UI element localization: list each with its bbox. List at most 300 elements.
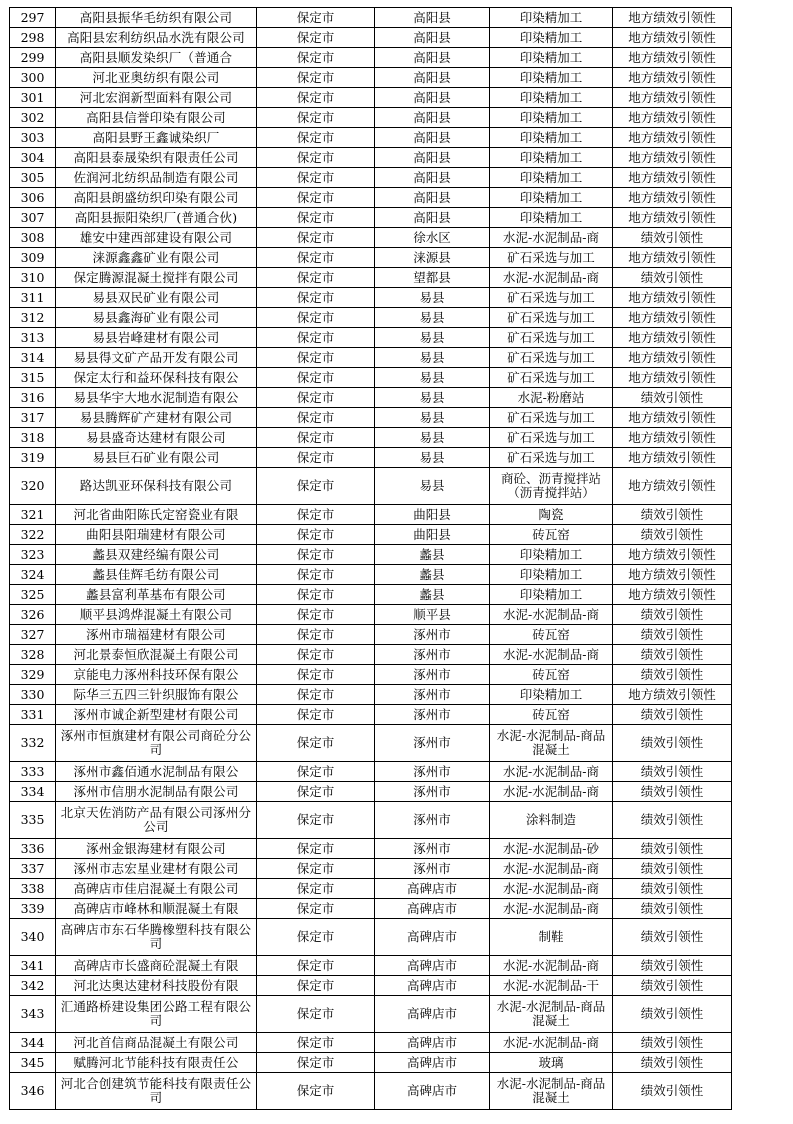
county-cell: 高阳县 — [375, 28, 490, 48]
table-row — [10, 388, 732, 408]
row-number-cell: 312 — [10, 308, 56, 328]
company-name-cell: 涿州市信朋水泥制品有限公司 — [56, 782, 257, 802]
company-name-cell: 蠡县富利革基布有限公司 — [56, 585, 257, 605]
city-cell: 保定市 — [257, 428, 375, 448]
table-row — [10, 108, 732, 128]
performance-level-cell: 地方绩效引领性 — [613, 208, 732, 228]
city-cell: 保定市 — [257, 839, 375, 859]
row-number-cell: 323 — [10, 545, 56, 565]
industry-cell: 矿石采选与加工 — [490, 368, 613, 388]
industry-cell: 水泥-粉磨站 — [490, 388, 613, 408]
county-cell: 高阳县 — [375, 8, 490, 28]
company-name-cell: 蠡县双建经编有限公司 — [56, 545, 257, 565]
city-cell: 保定市 — [257, 782, 375, 802]
row-number-cell: 321 — [10, 505, 56, 525]
industry-cell: 印染精加工 — [490, 208, 613, 228]
table-row — [10, 802, 732, 839]
county-cell: 易县 — [375, 288, 490, 308]
row-number-cell: 344 — [10, 1033, 56, 1053]
company-name-cell: 高阳县振阳染织厂(普通合伙) — [56, 208, 257, 228]
table-row — [10, 1073, 732, 1110]
table-row — [10, 88, 732, 108]
performance-level-cell: 绩效引领性 — [613, 956, 732, 976]
table-row — [10, 625, 732, 645]
table-row — [10, 705, 732, 725]
performance-level-cell: 绩效引领性 — [613, 859, 732, 879]
city-cell: 保定市 — [257, 762, 375, 782]
county-cell: 顺平县 — [375, 605, 490, 625]
city-cell: 保定市 — [257, 625, 375, 645]
county-cell: 易县 — [375, 408, 490, 428]
company-name-cell: 涿州金银海建材有限公司 — [56, 839, 257, 859]
performance-level-cell: 绩效引领性 — [613, 705, 732, 725]
industry-cell: 印染精加工 — [490, 128, 613, 148]
city-cell: 保定市 — [257, 1053, 375, 1073]
company-name-cell: 雄安中建西部建设有限公司 — [56, 228, 257, 248]
performance-level-cell: 地方绩效引领性 — [613, 328, 732, 348]
performance-level-cell: 地方绩效引领性 — [613, 585, 732, 605]
performance-level-cell: 绩效引领性 — [613, 839, 732, 859]
company-name-cell: 高阳县野王鑫诚染织厂 — [56, 128, 257, 148]
company-name-cell: 高阳县泰晟染织有限责任公司 — [56, 148, 257, 168]
industry-cell: 印染精加工 — [490, 68, 613, 88]
industry-cell: 砖瓦窑 — [490, 525, 613, 545]
table-row — [10, 328, 732, 348]
city-cell: 保定市 — [257, 368, 375, 388]
row-number-cell: 319 — [10, 448, 56, 468]
row-number-cell: 315 — [10, 368, 56, 388]
city-cell: 保定市 — [257, 168, 375, 188]
performance-level-cell: 地方绩效引领性 — [613, 248, 732, 268]
row-number-cell: 302 — [10, 108, 56, 128]
table-row — [10, 368, 732, 388]
county-cell: 涿州市 — [375, 665, 490, 685]
table-row — [10, 585, 732, 605]
company-name-cell: 易县岩峰建材有限公司 — [56, 328, 257, 348]
company-name-cell: 曲阳县阳瑞建材有限公司 — [56, 525, 257, 545]
industry-cell: 陶瓷 — [490, 505, 613, 525]
row-number-cell: 300 — [10, 68, 56, 88]
performance-level-cell: 地方绩效引领性 — [613, 108, 732, 128]
table-row — [10, 645, 732, 665]
industry-cell: 印染精加工 — [490, 148, 613, 168]
performance-level-cell: 地方绩效引领性 — [613, 88, 732, 108]
county-cell: 涿州市 — [375, 802, 490, 839]
industry-cell: 商砼、沥青搅拌站（沥青搅拌站） — [490, 468, 613, 505]
company-name-cell: 涿州市恒旗建材有限公司商砼分公司 — [56, 725, 257, 762]
county-cell: 涿州市 — [375, 782, 490, 802]
city-cell: 保定市 — [257, 665, 375, 685]
city-cell: 保定市 — [257, 228, 375, 248]
city-cell: 保定市 — [257, 996, 375, 1033]
industry-cell: 涂料制造 — [490, 802, 613, 839]
table-row — [10, 665, 732, 685]
performance-level-cell: 地方绩效引领性 — [613, 348, 732, 368]
table-row — [10, 188, 732, 208]
company-name-cell: 河北亚奥纺织有限公司 — [56, 68, 257, 88]
company-name-cell: 易县盛奇达建材有限公司 — [56, 428, 257, 448]
industry-cell: 制鞋 — [490, 919, 613, 956]
performance-level-cell: 绩效引领性 — [613, 645, 732, 665]
industry-cell: 水泥-水泥制品-砂 — [490, 839, 613, 859]
company-name-cell: 高阳县信誉印染有限公司 — [56, 108, 257, 128]
county-cell: 高阳县 — [375, 208, 490, 228]
company-name-cell: 高阳县顺发染织厂（普通合 — [56, 48, 257, 68]
performance-level-cell: 绩效引领性 — [613, 802, 732, 839]
table-row — [10, 468, 732, 505]
company-name-cell: 河北宏润新型面料有限公司 — [56, 88, 257, 108]
table-row — [10, 919, 732, 956]
table-row — [10, 899, 732, 919]
table-row — [10, 428, 732, 448]
county-cell: 易县 — [375, 368, 490, 388]
city-cell: 保定市 — [257, 408, 375, 428]
table-row — [10, 879, 732, 899]
table-row — [10, 996, 732, 1033]
county-cell: 高阳县 — [375, 108, 490, 128]
county-cell: 高阳县 — [375, 148, 490, 168]
industry-cell: 印染精加工 — [490, 188, 613, 208]
county-cell: 易县 — [375, 428, 490, 448]
county-cell: 高碑店市 — [375, 996, 490, 1033]
city-cell: 保定市 — [257, 148, 375, 168]
row-number-cell: 341 — [10, 956, 56, 976]
company-name-cell: 涿州市志宏星业建材有限公司 — [56, 859, 257, 879]
performance-level-cell: 地方绩效引领性 — [613, 448, 732, 468]
city-cell: 保定市 — [257, 248, 375, 268]
row-number-cell: 313 — [10, 328, 56, 348]
performance-level-cell: 绩效引领性 — [613, 625, 732, 645]
company-name-cell: 河北达奥达建材科技股份有限 — [56, 976, 257, 996]
row-number-cell: 336 — [10, 839, 56, 859]
performance-level-cell: 绩效引领性 — [613, 782, 732, 802]
row-number-cell: 322 — [10, 525, 56, 545]
table-row — [10, 505, 732, 525]
city-cell: 保定市 — [257, 725, 375, 762]
county-cell: 高碑店市 — [375, 899, 490, 919]
performance-level-cell: 地方绩效引领性 — [613, 188, 732, 208]
table-row — [10, 248, 732, 268]
industry-cell: 矿石采选与加工 — [490, 328, 613, 348]
city-cell: 保定市 — [257, 545, 375, 565]
performance-level-cell: 绩效引领性 — [613, 505, 732, 525]
county-cell: 高阳县 — [375, 188, 490, 208]
table-row — [10, 525, 732, 545]
county-cell: 高碑店市 — [375, 1033, 490, 1053]
city-cell: 保定市 — [257, 1073, 375, 1110]
row-number-cell: 337 — [10, 859, 56, 879]
row-number-cell: 340 — [10, 919, 56, 956]
row-number-cell: 325 — [10, 585, 56, 605]
company-name-cell: 涿州市诚企新型建材有限公司 — [56, 705, 257, 725]
table-row — [10, 208, 732, 228]
city-cell: 保定市 — [257, 48, 375, 68]
row-number-cell: 297 — [10, 8, 56, 28]
county-cell: 蠡县 — [375, 585, 490, 605]
performance-level-cell: 地方绩效引领性 — [613, 168, 732, 188]
industry-cell: 矿石采选与加工 — [490, 308, 613, 328]
company-name-cell: 北京天佐消防产品有限公司涿州分公司 — [56, 802, 257, 839]
row-number-cell: 311 — [10, 288, 56, 308]
county-cell: 易县 — [375, 448, 490, 468]
company-name-cell: 佐润河北纺织品制造有限公司 — [56, 168, 257, 188]
table-row — [10, 268, 732, 288]
company-name-cell: 易县双民矿业有限公司 — [56, 288, 257, 308]
table-row — [10, 859, 732, 879]
company-name-cell: 河北省曲阳陈氏定窑瓷业有限 — [56, 505, 257, 525]
table-row — [10, 782, 732, 802]
county-cell: 涞源县 — [375, 248, 490, 268]
industry-cell: 玻璃 — [490, 1053, 613, 1073]
table-row — [10, 725, 732, 762]
company-name-cell: 路达凯亚环保科技有限公司 — [56, 468, 257, 505]
industry-cell: 水泥-水泥制品-商品混凝土 — [490, 725, 613, 762]
industry-cell: 水泥-水泥制品-商 — [490, 782, 613, 802]
table-body — [10, 8, 732, 1110]
county-cell: 高碑店市 — [375, 956, 490, 976]
company-name-cell: 高阳县朗盛纺织印染有限公司 — [56, 188, 257, 208]
row-number-cell: 335 — [10, 802, 56, 839]
city-cell: 保定市 — [257, 448, 375, 468]
row-number-cell: 320 — [10, 468, 56, 505]
city-cell: 保定市 — [257, 348, 375, 368]
company-name-cell: 高碑店市峰林和顺混凝土有限 — [56, 899, 257, 919]
industry-cell: 砖瓦窑 — [490, 705, 613, 725]
enterprise-table — [9, 7, 732, 1110]
county-cell: 高阳县 — [375, 168, 490, 188]
table-row — [10, 168, 732, 188]
city-cell: 保定市 — [257, 1033, 375, 1053]
table-row — [10, 308, 732, 328]
row-number-cell: 303 — [10, 128, 56, 148]
row-number-cell: 308 — [10, 228, 56, 248]
performance-level-cell: 地方绩效引领性 — [613, 28, 732, 48]
row-number-cell: 338 — [10, 879, 56, 899]
performance-level-cell: 地方绩效引领性 — [613, 8, 732, 28]
industry-cell: 矿石采选与加工 — [490, 448, 613, 468]
performance-level-cell: 绩效引领性 — [613, 1033, 732, 1053]
performance-level-cell: 地方绩效引领性 — [613, 408, 732, 428]
performance-level-cell: 绩效引领性 — [613, 1073, 732, 1110]
company-name-cell: 保定腾源混凝土搅拌有限公司 — [56, 268, 257, 288]
row-number-cell: 334 — [10, 782, 56, 802]
county-cell: 涿州市 — [375, 762, 490, 782]
industry-cell: 水泥-水泥制品-商 — [490, 1033, 613, 1053]
row-number-cell: 339 — [10, 899, 56, 919]
city-cell: 保定市 — [257, 585, 375, 605]
industry-cell: 水泥-水泥制品-干 — [490, 976, 613, 996]
industry-cell: 水泥-水泥制品-商品混凝土 — [490, 996, 613, 1033]
company-name-cell: 高阳县宏利纺织品水洗有限公司 — [56, 28, 257, 48]
performance-level-cell: 地方绩效引领性 — [613, 308, 732, 328]
county-cell: 蠡县 — [375, 565, 490, 585]
county-cell: 高碑店市 — [375, 976, 490, 996]
company-name-cell: 高碑店市长盛商砼混凝土有限 — [56, 956, 257, 976]
company-name-cell: 河北合创建筑节能科技有限责任公司 — [56, 1073, 257, 1110]
city-cell: 保定市 — [257, 879, 375, 899]
table-row — [10, 228, 732, 248]
row-number-cell: 333 — [10, 762, 56, 782]
performance-level-cell: 绩效引领性 — [613, 996, 732, 1033]
industry-cell: 印染精加工 — [490, 28, 613, 48]
performance-level-cell: 地方绩效引领性 — [613, 288, 732, 308]
city-cell: 保定市 — [257, 976, 375, 996]
performance-level-cell: 地方绩效引领性 — [613, 48, 732, 68]
industry-cell: 印染精加工 — [490, 8, 613, 28]
table-row — [10, 48, 732, 68]
table-row — [10, 148, 732, 168]
table-row — [10, 956, 732, 976]
city-cell: 保定市 — [257, 645, 375, 665]
company-name-cell: 涞源鑫鑫矿业有限公司 — [56, 248, 257, 268]
county-cell: 高阳县 — [375, 88, 490, 108]
industry-cell: 矿石采选与加工 — [490, 428, 613, 448]
row-number-cell: 301 — [10, 88, 56, 108]
industry-cell: 水泥-水泥制品-商 — [490, 268, 613, 288]
county-cell: 望都县 — [375, 268, 490, 288]
row-number-cell: 307 — [10, 208, 56, 228]
performance-level-cell: 绩效引领性 — [613, 388, 732, 408]
industry-cell: 印染精加工 — [490, 108, 613, 128]
city-cell: 保定市 — [257, 68, 375, 88]
performance-level-cell: 地方绩效引领性 — [613, 368, 732, 388]
city-cell: 保定市 — [257, 505, 375, 525]
performance-level-cell: 绩效引领性 — [613, 525, 732, 545]
industry-cell: 水泥-水泥制品-商品混凝土 — [490, 1073, 613, 1110]
city-cell: 保定市 — [257, 685, 375, 705]
table-row — [10, 685, 732, 705]
county-cell: 高碑店市 — [375, 919, 490, 956]
company-name-cell: 京能电力涿州科技环保有限公 — [56, 665, 257, 685]
performance-level-cell: 绩效引领性 — [613, 1053, 732, 1073]
row-number-cell: 328 — [10, 645, 56, 665]
table-row — [10, 976, 732, 996]
county-cell: 高阳县 — [375, 48, 490, 68]
company-name-cell: 汇通路桥建设集团公路工程有限公司 — [56, 996, 257, 1033]
city-cell: 保定市 — [257, 28, 375, 48]
company-name-cell: 顺平县鸿烨混凝土有限公司 — [56, 605, 257, 625]
city-cell: 保定市 — [257, 88, 375, 108]
industry-cell: 印染精加工 — [490, 585, 613, 605]
performance-level-cell: 绩效引领性 — [613, 976, 732, 996]
performance-level-cell: 绩效引领性 — [613, 665, 732, 685]
row-number-cell: 330 — [10, 685, 56, 705]
county-cell: 易县 — [375, 348, 490, 368]
city-cell: 保定市 — [257, 188, 375, 208]
row-number-cell: 306 — [10, 188, 56, 208]
row-number-cell: 345 — [10, 1053, 56, 1073]
performance-level-cell: 地方绩效引领性 — [613, 68, 732, 88]
row-number-cell: 314 — [10, 348, 56, 368]
performance-level-cell: 绩效引领性 — [613, 879, 732, 899]
company-name-cell: 河北首信商品混凝土有限公司 — [56, 1033, 257, 1053]
company-name-cell: 易县巨石矿业有限公司 — [56, 448, 257, 468]
row-number-cell: 305 — [10, 168, 56, 188]
county-cell: 涿州市 — [375, 685, 490, 705]
company-name-cell: 高碑店市佳启混凝土有限公司 — [56, 879, 257, 899]
row-number-cell: 342 — [10, 976, 56, 996]
city-cell: 保定市 — [257, 208, 375, 228]
county-cell: 高碑店市 — [375, 1053, 490, 1073]
city-cell: 保定市 — [257, 388, 375, 408]
city-cell: 保定市 — [257, 802, 375, 839]
performance-level-cell: 绩效引领性 — [613, 762, 732, 782]
row-number-cell: 327 — [10, 625, 56, 645]
city-cell: 保定市 — [257, 565, 375, 585]
company-name-cell: 易县华宇大地水泥制造有限公 — [56, 388, 257, 408]
row-number-cell: 329 — [10, 665, 56, 685]
industry-cell: 砖瓦窑 — [490, 665, 613, 685]
table-row — [10, 8, 732, 28]
county-cell: 涿州市 — [375, 645, 490, 665]
industry-cell: 水泥-水泥制品-商 — [490, 605, 613, 625]
county-cell: 涿州市 — [375, 705, 490, 725]
performance-level-cell: 地方绩效引领性 — [613, 468, 732, 505]
city-cell: 保定市 — [257, 268, 375, 288]
county-cell: 高阳县 — [375, 128, 490, 148]
county-cell: 易县 — [375, 328, 490, 348]
row-number-cell: 310 — [10, 268, 56, 288]
performance-level-cell: 绩效引领性 — [613, 228, 732, 248]
industry-cell: 印染精加工 — [490, 685, 613, 705]
company-name-cell: 易县鑫海矿业有限公司 — [56, 308, 257, 328]
county-cell: 易县 — [375, 468, 490, 505]
county-cell: 涿州市 — [375, 859, 490, 879]
county-cell: 高碑店市 — [375, 1073, 490, 1110]
industry-cell: 印染精加工 — [490, 88, 613, 108]
table-row — [10, 1033, 732, 1053]
industry-cell: 印染精加工 — [490, 48, 613, 68]
county-cell: 易县 — [375, 388, 490, 408]
company-name-cell: 赋腾河北节能科技有限责任公 — [56, 1053, 257, 1073]
performance-level-cell: 绩效引领性 — [613, 725, 732, 762]
industry-cell: 水泥-水泥制品-商 — [490, 228, 613, 248]
company-name-cell: 际华三五四三针织服饰有限公 — [56, 685, 257, 705]
row-number-cell: 343 — [10, 996, 56, 1033]
performance-level-cell: 绩效引领性 — [613, 268, 732, 288]
county-cell: 涿州市 — [375, 625, 490, 645]
row-number-cell: 316 — [10, 388, 56, 408]
city-cell: 保定市 — [257, 128, 375, 148]
row-number-cell: 298 — [10, 28, 56, 48]
county-cell: 高碑店市 — [375, 879, 490, 899]
industry-cell: 印染精加工 — [490, 565, 613, 585]
city-cell: 保定市 — [257, 308, 375, 328]
industry-cell: 水泥-水泥制品-商 — [490, 645, 613, 665]
city-cell: 保定市 — [257, 288, 375, 308]
row-number-cell: 299 — [10, 48, 56, 68]
city-cell: 保定市 — [257, 468, 375, 505]
county-cell: 涿州市 — [375, 839, 490, 859]
city-cell: 保定市 — [257, 859, 375, 879]
row-number-cell: 324 — [10, 565, 56, 585]
table-row — [10, 348, 732, 368]
industry-cell: 印染精加工 — [490, 545, 613, 565]
company-name-cell: 涿州市瑞福建材有限公司 — [56, 625, 257, 645]
city-cell: 保定市 — [257, 328, 375, 348]
company-name-cell: 河北景泰恒欣混凝土有限公司 — [56, 645, 257, 665]
table-row — [10, 545, 732, 565]
row-number-cell: 331 — [10, 705, 56, 725]
row-number-cell: 318 — [10, 428, 56, 448]
table-row — [10, 565, 732, 585]
table-row — [10, 68, 732, 88]
table-row — [10, 839, 732, 859]
row-number-cell: 304 — [10, 148, 56, 168]
industry-cell: 水泥-水泥制品-商 — [490, 899, 613, 919]
industry-cell: 水泥-水泥制品-商 — [490, 762, 613, 782]
table-row — [10, 448, 732, 468]
